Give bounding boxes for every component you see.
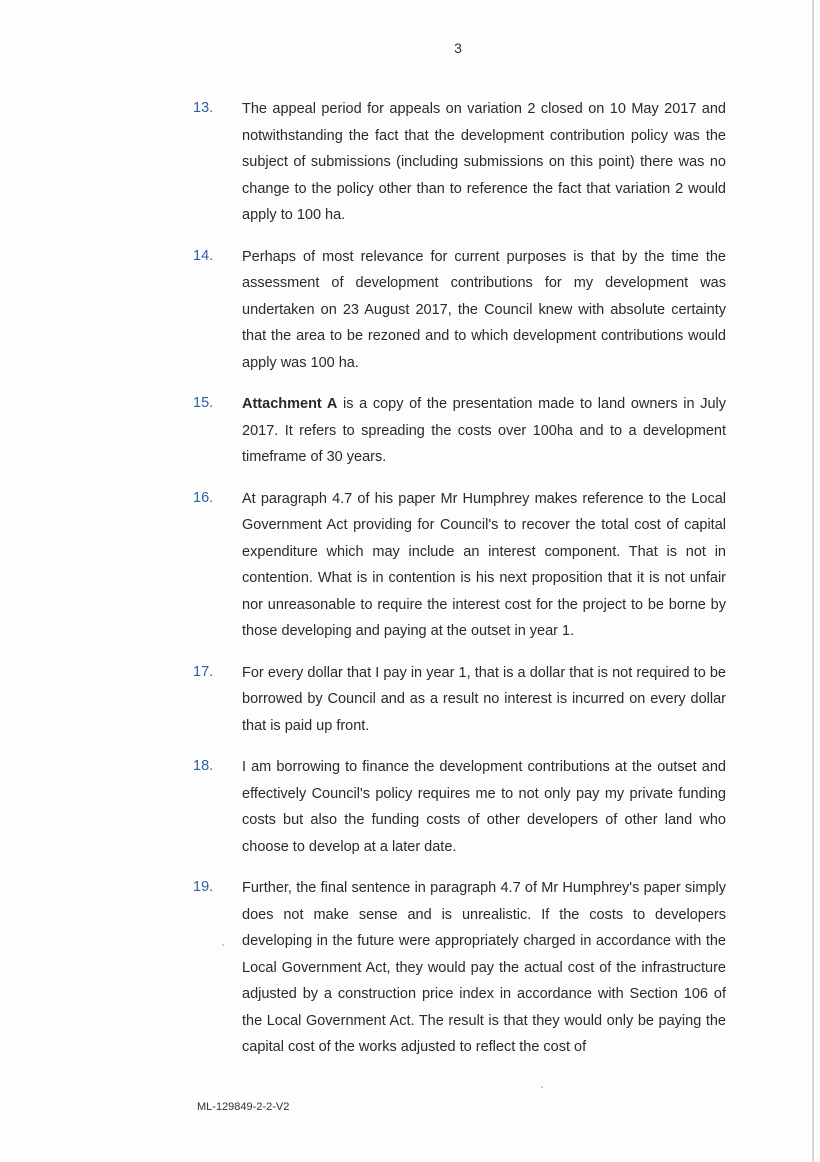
paragraph-number: 17. <box>193 663 214 680</box>
paragraph-text: The appeal period for appeals on variation 2 closed on 10 May 2017 and notwithstanding the fact that the development contribution policy was the subject of submissions (including submissions on this point) there was no change to the policy other than to reference the fact that variation 2 would apply to 100 ha. <box>242 101 726 223</box>
paragraph-number: 16. <box>193 489 214 506</box>
document-reference-footer: ML-129849-2-2-V2 <box>197 1101 290 1113</box>
paragraph-16 <box>0 486 820 645</box>
paragraph-19 <box>0 875 820 1061</box>
attachment-reference: Attachment A <box>242 396 338 412</box>
paragraph-text: Perhaps of most relevance for current purposes is that by the time the assessment of development contributions for my development was undertaken on 23 August 2017, the Council knew with absolute certainty that the area to be rezoned and to which development contributions would apply was 100 ha. <box>242 248 726 371</box>
paragraph-number: 19. <box>193 879 214 895</box>
paragraph-number: 18. <box>193 758 214 774</box>
paragraph-number: 14. <box>193 247 214 264</box>
paragraph-number: 15. <box>193 395 214 411</box>
page-number: 3 <box>454 40 462 56</box>
paragraph-14 <box>0 244 820 377</box>
scan-speck <box>541 1086 543 1088</box>
paragraph-text <box>242 391 726 471</box>
paragraph-text: At paragraph 4.7 of his paper Mr Humphrey makes reference to the Local Government Act providing for Council's to recover the total cost of capital expenditure which may include an interest component. That is not in contention. What is in contention is his next proposition that it is not unfair nor unreasonable to require the interest cost for the project to be borne by those developing and paying at the outset in year 1. <box>242 490 726 639</box>
paragraph-13 <box>0 96 820 229</box>
paragraph-text: Further, the final sentence in paragraph 4.7 of Mr Humphrey's paper simply does not make sense and is unrealistic. If the costs to developers developing in the future were appropriately charged in accordance with the Local Government Act, they would pay the actual cost of the infrastructure adjusted by a construction price index in accordance with Section 106 of the Local Government Act. The result is that they would only be paying the capital cost of the works adjusted to reflect the cost of <box>242 880 726 1055</box>
paragraph-15 <box>0 391 820 471</box>
paragraph-text: For every dollar that I pay in year 1, that is a dollar that is not required to be borrowed by Council and as a result no interest is incurred on every dollar that is paid up front. <box>242 664 726 734</box>
paragraph-number: 13. <box>193 100 214 116</box>
paragraph-list <box>0 96 820 1076</box>
paragraph-text-body: is a copy of the presentation made to land owners in July 2017. It refers to spreading the costs over 100ha and to a development timeframe of 30 years. <box>242 396 726 465</box>
paragraph-18 <box>0 754 820 860</box>
scan-speck <box>222 944 224 946</box>
paragraph-text: I am borrowing to finance the development contributions at the outset and effectively Council's policy requires me to not only pay my private funding costs but also the funding costs of other developers of other land who choose to develop at a later date. <box>242 759 726 855</box>
paragraph-17 <box>0 660 820 740</box>
